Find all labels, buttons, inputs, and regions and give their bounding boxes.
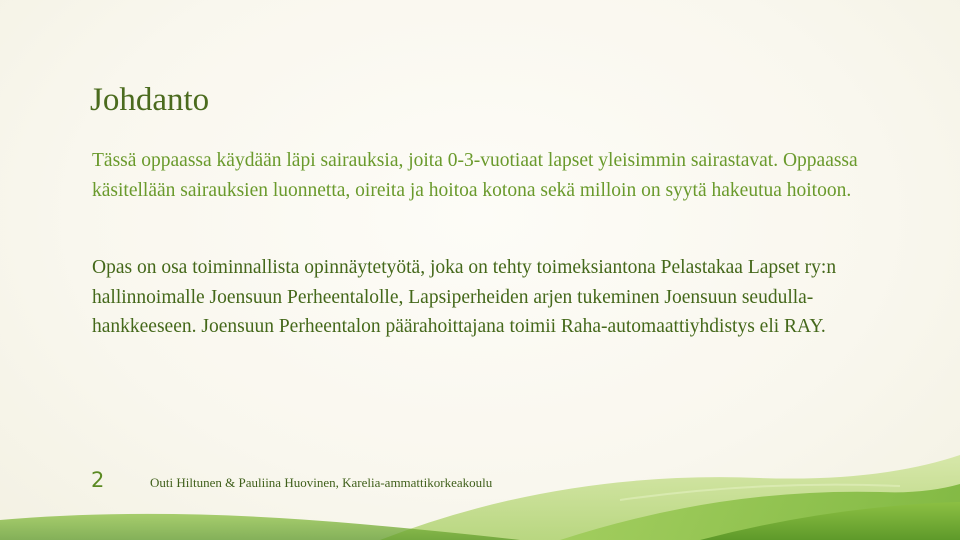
- footer-authors: Outi Hiltunen & Pauliina Huovinen, Karelia-ammattikorkeakoulu: [150, 475, 493, 490]
- page-number: 2: [91, 468, 105, 492]
- thesis-paragraph: Opas on osa toiminnallista opinnäytetyötä, joka on tehty toimeksiantona Pelastakaa Lapset ry:n hallinnoimalle Joensuun Perheentalolle, Lapsiperheiden arjen tukeminen Joensuun seudulla- hankkeeseen. Joensuun Perheentalon päärahoittajana toimii Raha-automaattiyhdistys eli RAY.: [92, 257, 837, 337]
- slide-title: Johdanto: [90, 82, 210, 118]
- intro-paragraph: Tässä oppaassa käydään läpi sairauksia, joita 0-3-vuotiaat lapset yleisimmin sairastavat. Oppaassa käsitellään sairauksien luonnetta, oireita ja hoitoa kotona sekä milloin on syytä hakeutua hoitoon.: [92, 150, 858, 201]
